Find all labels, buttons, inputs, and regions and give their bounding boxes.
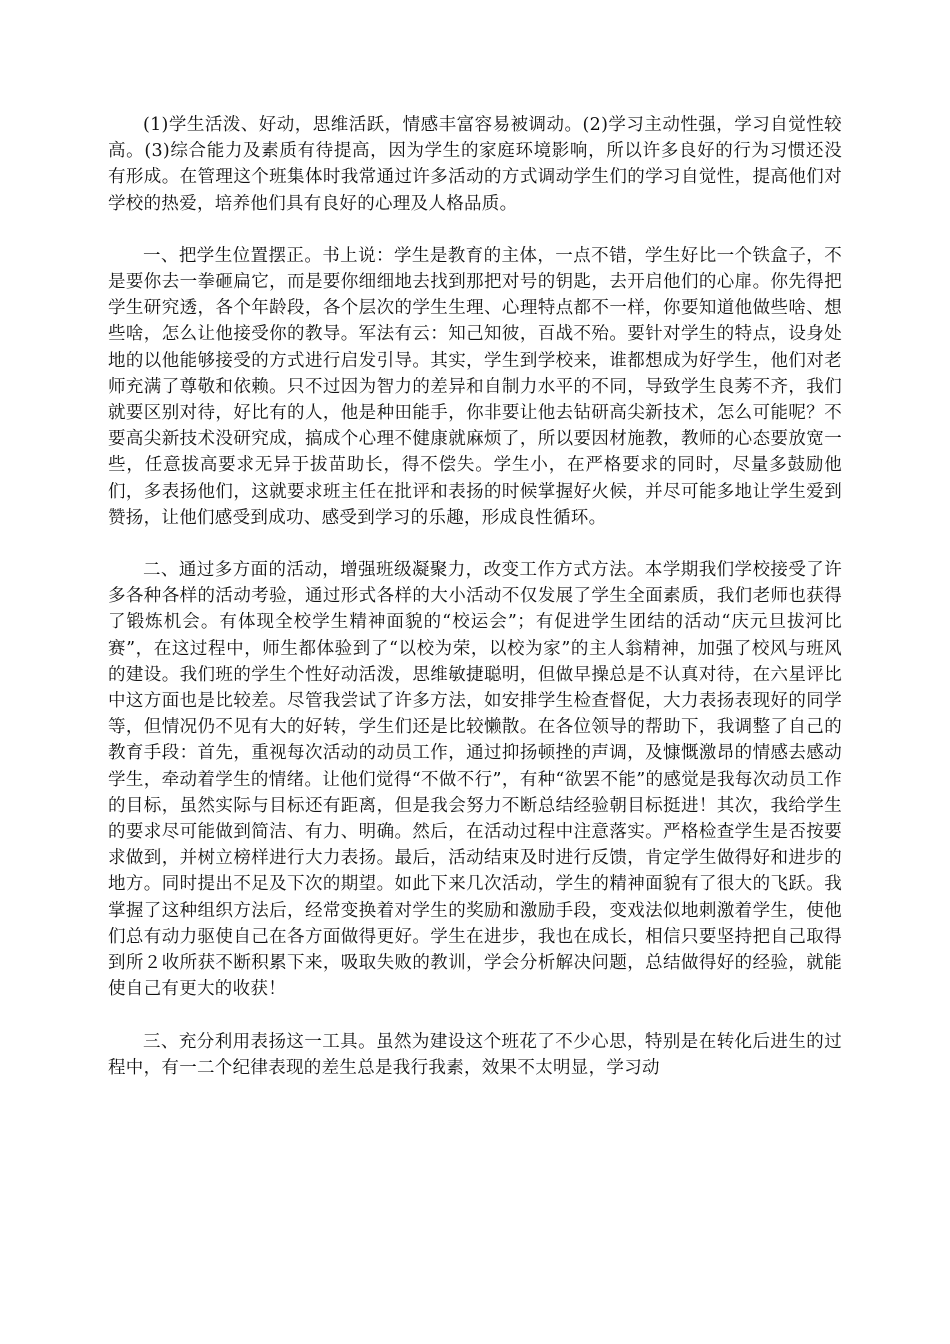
paragraph-intro: (1)学生活泼、好动，思维活跃，情感丰富容易被调动。(2)学习主动性强，学习自觉性较高。(3)综合能力及素质有待提高，因为学生的家庭环境影响，所以许多良好的行为习惯还没有形成。在管理这个班集体时我常通过许多活动的方式调动学生们的学习自觉性，提高他们对学校的热爱，培养他们具有良好的心理及人格品质。 xyxy=(108,115,842,214)
paragraph-section-2: 二、通过多方面的活动，增强班级凝聚力，改变工作方式方法。本学期我们学校接受了许多各种各样的活动考验，通过形式各样的大小活动不仅发展了学生全面素质，我们老师也获得了锻炼机会。有体现全校学生精神面貌的“校运会”；有促进学生团结的活动“庆元旦拔河比赛”，在这过程中，师生都体验到了“以校为荣，以校为家”的主人翁精神，加强了校风与班风的建设。我们班的学生个性好动活泼，思维敏捷聪明，但做早操总是不认真对待，在六星评比中这方面也是比较差。尽管我尝试了许多方法，如安排学生检查督促，大力表扬表现好的同学等，但情况仍不见有大的好转，学生们还是比较懒散。在各位领导的帮助下，我调整了自己的教育手段：首先，重视每次活动的动员工作，通过抑扬顿挫的声调，及慷慨激昂的情感去感动学生，牵动着学生的情绪。让他们觉得“不做不行”，有种“欲罢不能”的感觉是我每次动员工作的目标，虽然实际与目标还有距离，但是我会努力不断总结经验朝目标挺进！其次，我给学生的要求尽可能做到简洁、有力、明确。然后，在活动过程中注意落实。严格检查学生是否按要求做到，并树立榜样进行大力表扬。最后，活动结束及时进行反馈，肯定学生做得好和进步的地方。同时提出不足及下次的期望。如此下来几次活动，学生的精神面貌有了很大的飞跃。我掌握了这种组织方法后，经常变换着对学生的奖励和激励手段，变戏法似地刺激着学生，使他们总有动力驱使自己在各方面做得更好。学生在进步，我也在成长，相信只要坚持把自己取得到所２收所获不断积累下来，吸取失败的教训，学会分析解决问题，总结做得好的经验，就能使自己有更大的收获！ xyxy=(108,560,842,1000)
paragraph-section-3: 三、充分利用表扬这一工具。虽然为建设这个班花了不少心思，特别是在转化后进生的过程中，有一二个纪律表现的差生总是我行我素，效果不太明显，学习动 xyxy=(108,1031,842,1078)
paragraph-section-1: 一、把学生位置摆正。书上说：学生是教育的主体，一点不错，学生好比一个铁盒子，不是要你去一拳砸扁它，而是要你细细地去找到那把对号的钥匙，去开启他们的心扉。你先得把学生研究透，各个年龄段，各个层次的学生生理、心理特点都不一样，你要知道他做些啥、想些啥，怎么让他接受你的教导。军法有云：知己知彼，百战不殆。要针对学生的特点，设身处地的以他能够接受的方式进行启发引导。其实，学生到学校来，谁都想成为好学生，他们对老师充满了尊敬和依赖。只不过因为智力的差异和自制力水平的不同，导致学生良莠不齐，我们就要区别对待，好比有的人，他是种田能手，你非要让他去钻研高尖新技术，怎么可能呢？不要高尖新技术没研究成，搞成个心理不健康就麻烦了，所以要因材施教，教师的心态要放宽一些，任意拔高要求无异于拔苗助长，得不偿失。学生小，在严格要求的同时，尽量多鼓励他们，多表扬他们，这就要求班主任在批评和表扬的时候掌握好火候，并尽可能多地让学生爱到赞扬，让他们感受到成功、感受到学习的乐趣，形成良性循环。 xyxy=(108,245,842,528)
document-body xyxy=(108,112,842,1107)
